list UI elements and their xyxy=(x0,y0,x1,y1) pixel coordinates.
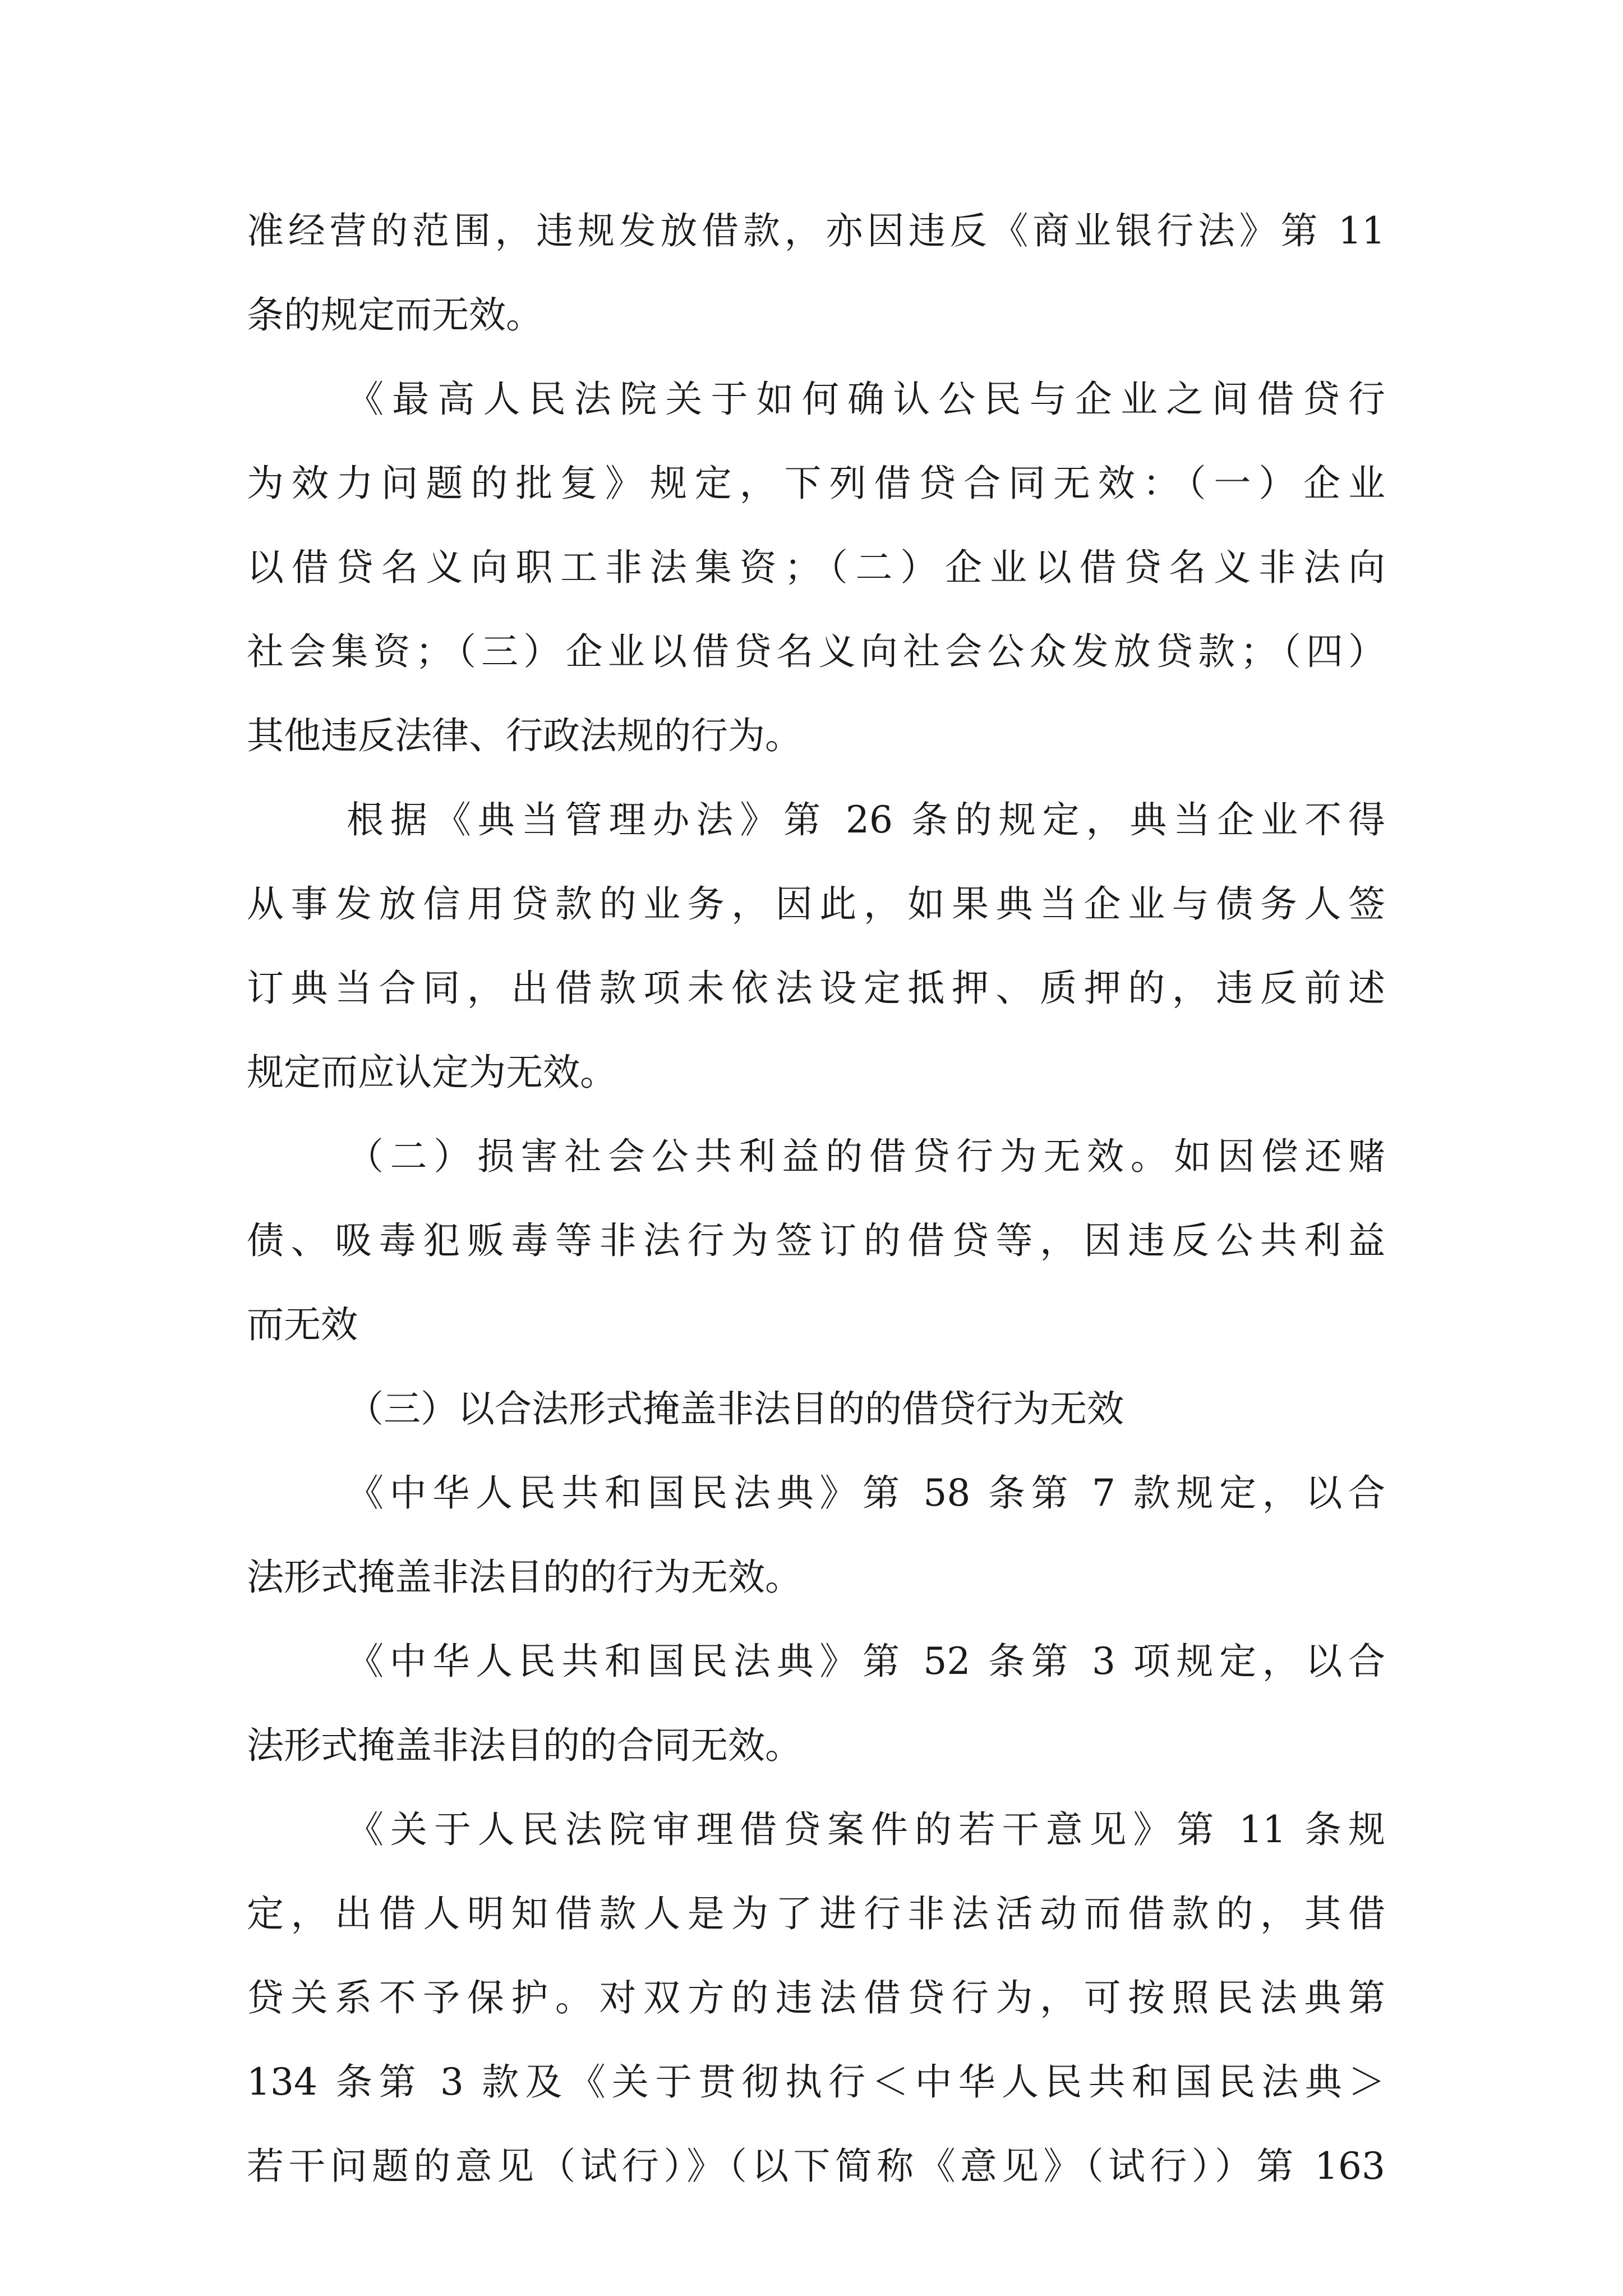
text-line: 社会集资；（三）企业以借贷名义向社会公众发放贷款；（四） xyxy=(247,630,1385,673)
text-line: （二）损害社会公共利益的借贷行为无效。如因偿还赌 xyxy=(347,1135,1385,1178)
text-line: 根据《典当管理办法》第 26 条的规定，典当企业不得 xyxy=(347,798,1385,841)
text-line: 为效力问题的批复》规定，下列借贷合同无效：（一）企业 xyxy=(247,462,1385,505)
text-line: 以借贷名义向职工非法集资；（二）企业以借贷名义非法向 xyxy=(247,546,1385,589)
text-line: 法形式掩盖非法目的的合同无效。 xyxy=(247,1724,802,1767)
text-line: 其他违反法律、行政法规的行为。 xyxy=(247,714,802,757)
text-line: 134 条第 3 款及《关于贯彻执行＜中华人民共和国民法典＞ xyxy=(247,2060,1385,2104)
text-line: 债、吸毒犯贩毒等非法行为签订的借贷等，因违反公共利益 xyxy=(247,1219,1385,1262)
text-line: 从事发放信用贷款的业务，因此，如果典当企业与债务人签 xyxy=(247,882,1385,926)
text-line: 规定而应认定为无效。 xyxy=(247,1051,617,1094)
text-line: 《中华人民共和国民法典》第 58 条第 7 款规定，以合 xyxy=(347,1471,1385,1515)
text-line: 贷关系不予保护。对双方的违法借贷行为，可按照民法典第 xyxy=(247,1976,1385,2019)
text-line: 《关于人民法院审理借贷案件的若干意见》第 11 条规 xyxy=(347,1808,1385,1851)
text-line: 准经营的范围，违规发放借款，亦因违反《商业银行法》第 11 xyxy=(247,209,1385,252)
text-line: 《最高人民法院关于如何确认公民与企业之间借贷行 xyxy=(347,378,1385,421)
text-line: 定，出借人明知借款人是为了进行非法活动而借款的，其借 xyxy=(247,1892,1385,1935)
text-line: 订典当合同，出借款项未依法设定抵押、质押的，违反前述 xyxy=(247,967,1385,1010)
section-heading: （三）以合法形式掩盖非法目的的借贷行为无效 xyxy=(347,1387,1124,1430)
text-line: 法形式掩盖非法目的的行为无效。 xyxy=(247,1556,802,1599)
text-line: 条的规定而无效。 xyxy=(247,293,543,337)
text-line: 《中华人民共和国民法典》第 52 条第 3 项规定，以合 xyxy=(347,1640,1385,1683)
text-line: 而无效 xyxy=(247,1303,358,1346)
text-line: 若干问题的意见（试行）》（以下简称《意见》（试行））第 163 xyxy=(247,2145,1385,2188)
